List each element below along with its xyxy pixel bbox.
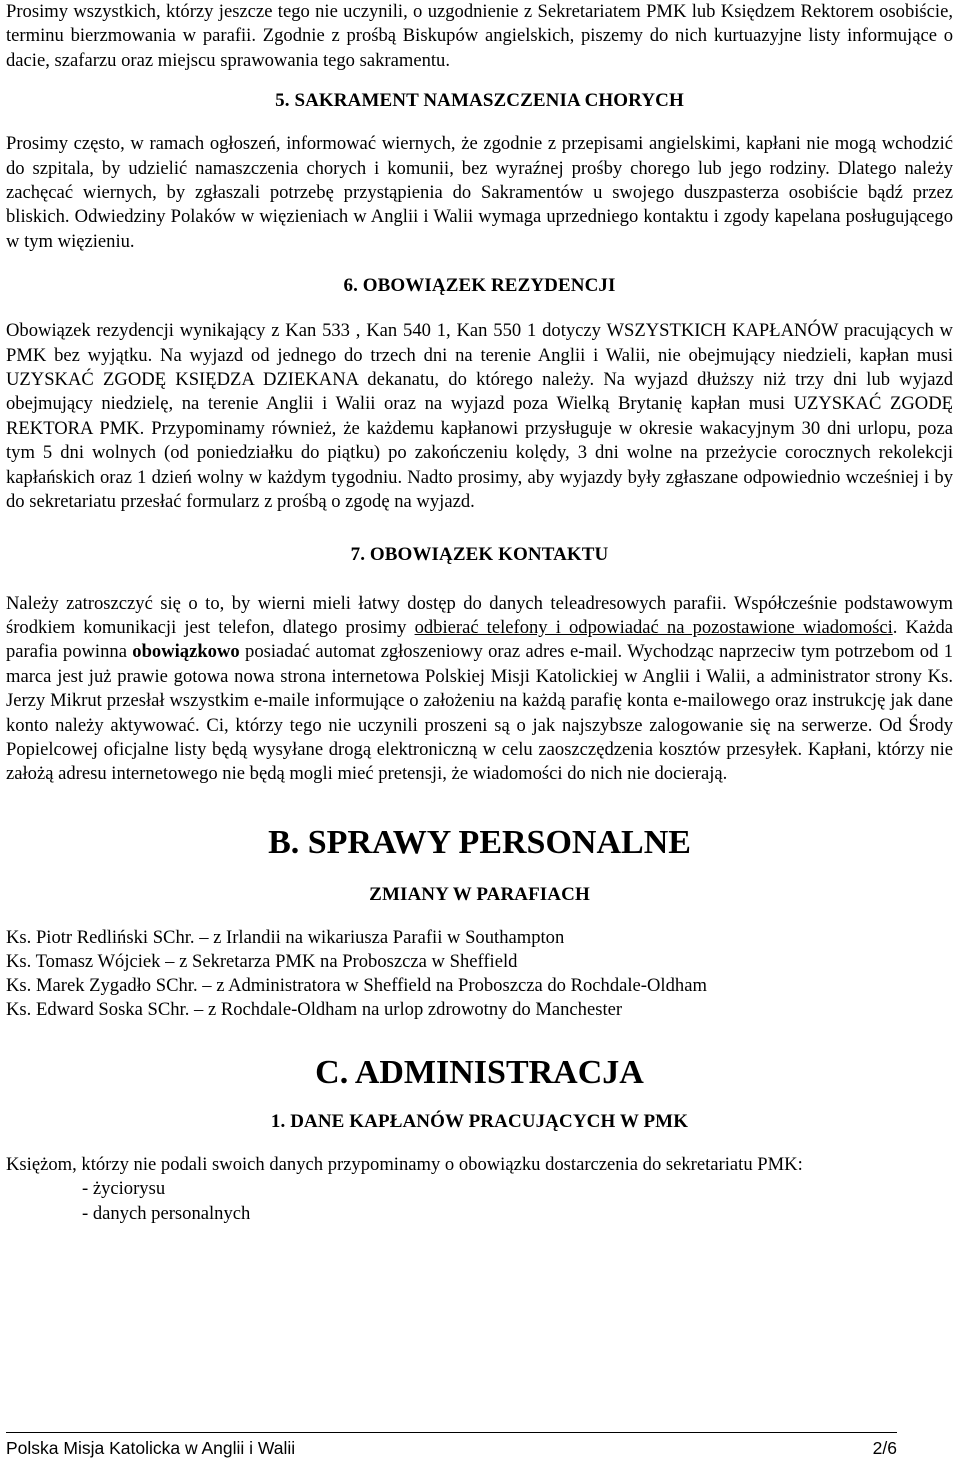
section-7-text-3: posiadać automat zgłoszeniowy oraz adres e-mail. Wychodząc naprzeciw tym potrzebom od 1 marca jest już prawie gotowa nowa strona internetowa Polskiej Misji Katolickiej w Anglii i Walii, a administrator strony Ks. Jerzy Mikrut przesłał wszystkim e-maile informujące o założeniu na każdą parafię konta e-mailowego oraz instrukcję jak dane konto należy aktywować. Ci, którzy tego nie uczynili proszeni są o jak najszybsze zalogowanie się na serwerze. Od Środy Popielcowej oficjalne listy będą wysyłane drogą elektroniczną w celu zaoszczędzenia kosztów przesyłek. Kapłani, którzy nie założą adresu internetowego nie będą mogli mieć pretensji, że wiadomości do nich nie docierają. xyxy=(6,641,953,785)
section-7-title: 7. OBOWIĄZEK KONTAKTU xyxy=(350,543,609,565)
list-item: Ks. Tomasz Wójciek – z Sekretarza PMK na Proboszcza w Sheffield xyxy=(6,950,518,972)
footer-org-name: Polska Misja Katolicka w Anglii i Walii xyxy=(6,1438,296,1458)
list-item: Ks. Piotr Redliński SChr. – z Irlandii na wikariusza Parafii w Southampton xyxy=(6,926,565,948)
section-7-bold-text: obowiązkowo xyxy=(132,641,240,663)
list-item: - życiorysu xyxy=(82,1177,166,1199)
personnel-changes-list xyxy=(6,926,953,1023)
intro-paragraph: Prosimy wszystkich, którzy jeszcze tego nie uczynili, o uzgodnienie z Sekretariatem PMK lub Księdzem Rektorem osobiście, terminu bierzmowania w parafii. Zgodnie z prośbą Biskupów angielskich, piszemy do nich kurtuazyjne listy informujące o dacie, szafarzu oraz miejscu sprawowania tego sakramentu. xyxy=(6,1,953,71)
section-7-body xyxy=(6,592,953,787)
document-page xyxy=(6,0,953,1226)
part-b-subtitle: ZMIANY W PARAFIACH xyxy=(369,883,590,905)
list-item: Ks. Edward Soska SChr. – z Rochdale-Oldham na urlop zdrowotny do Manchester xyxy=(6,999,623,1021)
part-c-title: C. ADMINISTRACJA xyxy=(315,1053,644,1091)
section-7-text-1: Należy zatroszczyć się o to, by wierni mieli łatwy dostęp do danych teleadresowych parafii. Współcześnie podstawowym środkiem komunikacji jest telefon, dlatego prosimy xyxy=(6,592,953,638)
section-5-title: 5. SAKRAMENT NAMASZCZENIA CHORYCH xyxy=(275,90,684,112)
page-footer xyxy=(6,1432,897,1458)
part-c-body: Księżom, którzy nie podali swoich danych przypominamy o obowiązku dostarczenia do sekretariatu PMK: xyxy=(6,1153,803,1175)
part-b-title: B. SPRAWY PERSONALNE xyxy=(268,823,691,861)
section-5-body: Prosimy często, w ramach ogłoszeń, informować wiernych, że zgodnie z przepisami angielskimi, kapłani nie mogą wchodzić do szpitala, by udzielić namaszczenia chorych i komunii, bez wyraźnej prośby chorego lub jego rodziny. Dlatego należy zachęcać wiernych, by zgłaszali potrzebę przystąpienia do Sakramentów u swojego duszpasterza osobiście bądź przez bliskich. Odwiedziny Polaków w więzieniach w Anglii i Walii wymaga uprzedniego kontaktu i zgody kapelana posługującego w tym więzieniu. xyxy=(6,133,953,252)
required-documents-list xyxy=(6,1177,953,1226)
section-6-body: Obowiązek rezydencji wynikający z Kan 533 , Kan 540 1, Kan 550 1 dotyczy WSZYSTKICH KAPŁANÓW pracujących w PMK bez wyjątku. Na wyjazd od jednego do trzech dni na terenie Anglii i Walii, nie obejmujący niedzieli, kapłan musi UZYSKAĆ ZGODĘ KSIĘDZA DZIEKANA dekanatu, do którego należy. Na wyjazd dłuższy niż trzy dni lub wyjazd obejmujący niedzielę, na terenie Anglii i Walii oraz na wyjazd poza Wielką Brytanię kapłan musi UZYSKAĆ ZGODĘ REKTORA PMK. Przypominamy również, że każdemu kapłanowi przysługuje w okresie wakacyjnym 30 dni urlopu, poza tym 5 dni wolnych (od poniedziałku do piątku) po zakończeniu kolędy, 3 dni wolne na przeżycie corocznych rekolekcji kapłańskich oraz 1 dzień wolny w każdym tygodniu. Nadto prosimy, aby wyjazdy były zgłaszane odpowiednio wcześniej i by do sekretariatu przesłać formularz z prośbą o zgodę na wyjazd. xyxy=(6,320,953,513)
section-7-underlined-text: odbierać telefony i odpowiadać na pozostawione wiadomości xyxy=(414,616,893,638)
list-item: - danych personalnych xyxy=(82,1202,251,1224)
section-6-title: 6. OBOWIĄZEK REZYDENCJI xyxy=(343,275,616,297)
section-7-text-2: . Każda parafia powinna xyxy=(6,616,954,663)
list-item: Ks. Marek Zygadło SChr. – z Administratora w Sheffield na Proboszcza do Rochdale-Oldham xyxy=(6,975,707,997)
part-c-subtitle: 1. DANE KAPŁANÓW PRACUJĄCYCH W PMK xyxy=(270,1110,689,1132)
page-number: 2/6 xyxy=(872,1438,897,1458)
